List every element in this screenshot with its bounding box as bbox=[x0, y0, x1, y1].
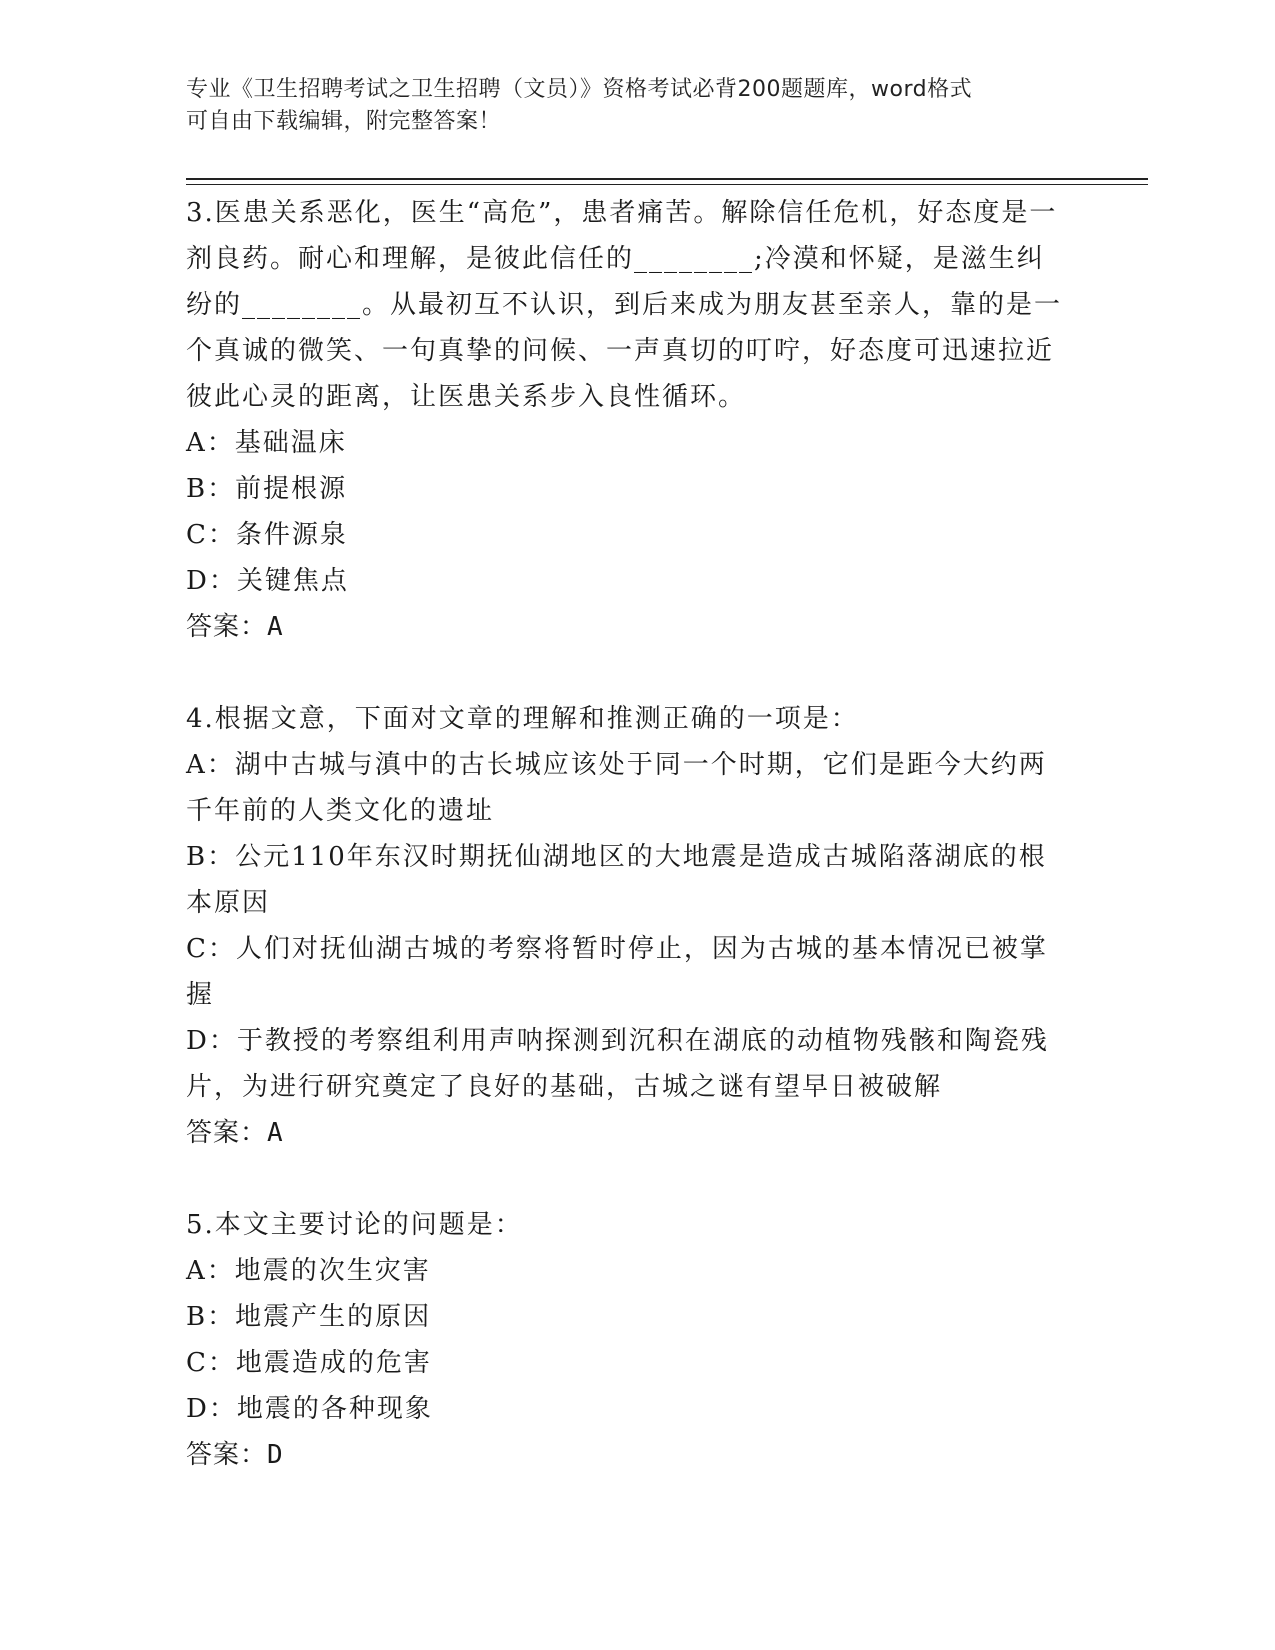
question-stem: 3.医患关系恶化，医生“高危”，患者痛苦。解除信任危机，好态度是一剂良药。耐心和理解，是彼此信任的________;冷漠和怀疑，是滋生纠纷的________。从最初互不认识，到后来成为朋友甚至亲人，靠的是一个真诚的微笑、一句真挚的问候、一声真切的叮咛，好态度可迅速拉近彼此心灵的距离，让医患关系步入良性循环。 bbox=[186, 198, 1063, 412]
question-spacer bbox=[186, 650, 1066, 696]
option-d: D：于教授的考察组利用声呐探测到沉积在湖底的动植物残骸和陶瓷残片，为进行研究奠定了良好的基础，古城之谜有望早日被破解 bbox=[186, 1026, 1049, 1102]
option-a: A：基础温床 bbox=[186, 428, 347, 458]
option-a: A：地震的次生灾害 bbox=[186, 1256, 431, 1286]
question-3 bbox=[186, 190, 1066, 650]
answer-label: 答案： bbox=[186, 612, 268, 642]
option-d: D：地震的各种现象 bbox=[186, 1394, 433, 1424]
header-rule-thick bbox=[186, 178, 1148, 180]
header-line-2: 可自由下载编辑，附完整答案！ bbox=[186, 109, 502, 134]
document-header bbox=[186, 74, 1086, 138]
option-a: A：湖中古城与滇中的古长城应该处于同一个时期，它们是距今大约两千年前的人类文化的遗址 bbox=[186, 750, 1047, 826]
option-c: C：条件源泉 bbox=[186, 520, 348, 550]
option-d: D：关键焦点 bbox=[186, 566, 349, 596]
question-stem: 4.根据文意，下面对文章的理解和推测正确的一项是： bbox=[186, 704, 859, 734]
question-list bbox=[186, 190, 1066, 1478]
answer-label: 答案： bbox=[186, 1118, 268, 1148]
option-c: C：人们对抚仙湖古城的考察将暂时停止，因为古城的基本情况已被掌握 bbox=[186, 934, 1048, 1010]
option-b: B：公元110年东汉时期抚仙湖地区的大地震是造成古城陷落湖底的根本原因 bbox=[186, 842, 1047, 918]
answer-line bbox=[186, 604, 1066, 650]
option-c: C：地震造成的危害 bbox=[186, 1348, 432, 1378]
answer-value: A bbox=[267, 1118, 284, 1148]
question-stem: 5.本文主要讨论的问题是： bbox=[186, 1210, 523, 1240]
question-5 bbox=[186, 1202, 1066, 1478]
question-4 bbox=[186, 696, 1066, 1156]
answer-line bbox=[186, 1432, 1066, 1478]
answer-value: D bbox=[267, 1440, 284, 1470]
header-rule-thin bbox=[186, 184, 1148, 185]
answer-label: 答案： bbox=[186, 1440, 268, 1470]
option-b: B：前提根源 bbox=[186, 474, 348, 504]
option-b: B：地震产生的原因 bbox=[186, 1302, 432, 1332]
answer-value: A bbox=[267, 612, 284, 642]
header-line-1: 专业《卫生招聘考试之卫生招聘（文员）》资格考试必背200题题库，word格式 bbox=[186, 77, 973, 102]
question-spacer bbox=[186, 1156, 1066, 1202]
answer-line bbox=[186, 1110, 1066, 1156]
